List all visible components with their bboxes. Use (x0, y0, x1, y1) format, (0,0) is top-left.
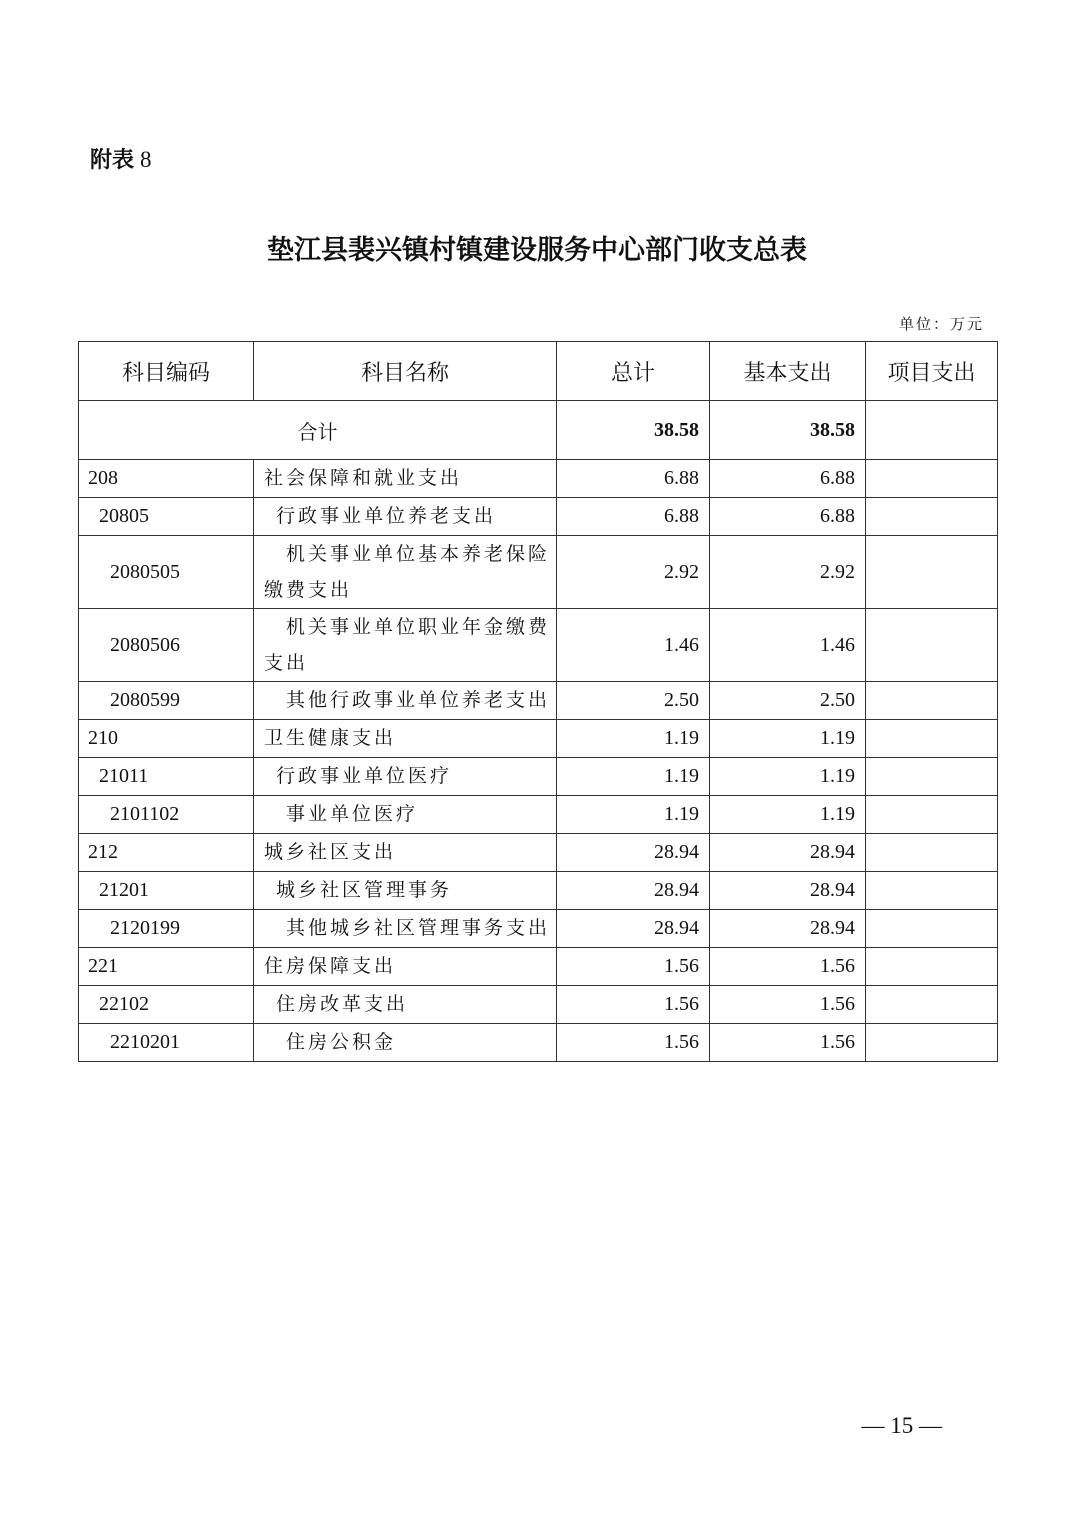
table-row (79, 872, 998, 910)
row-name: 住房公积金 (254, 1024, 557, 1062)
row-project (866, 498, 998, 536)
table-row (79, 536, 998, 609)
row-basic: 28.94 (710, 834, 866, 872)
row-name: 城乡社区支出 (254, 834, 557, 872)
attachment-number: 8 (140, 147, 152, 172)
row-project (866, 872, 998, 910)
row-basic: 28.94 (710, 910, 866, 948)
row-name: 行政事业单位养老支出 (254, 498, 557, 536)
row-basic: 1.46 (710, 609, 866, 682)
table-row (79, 1024, 998, 1062)
row-name: 住房保障支出 (254, 948, 557, 986)
row-code: 221 (79, 948, 254, 986)
page-title: 垫江县裴兴镇村镇建设服务中心部门收支总表 (267, 235, 807, 266)
total-project (866, 401, 998, 460)
row-code: 22102 (79, 986, 254, 1024)
row-project (866, 460, 998, 498)
table-row (79, 682, 998, 720)
row-basic: 1.19 (710, 758, 866, 796)
row-project (866, 609, 998, 682)
row-total: 1.19 (557, 796, 710, 834)
attachment-prefix: 附表 (90, 148, 135, 173)
total-row (79, 401, 998, 460)
row-project (866, 720, 998, 758)
table-row (79, 460, 998, 498)
row-code: 208 (79, 460, 254, 498)
header-total: 总计 (557, 342, 710, 401)
row-project (866, 536, 998, 609)
row-code: 212 (79, 834, 254, 872)
row-code: 2080599 (79, 682, 254, 720)
row-total: 2.50 (557, 682, 710, 720)
table-row (79, 758, 998, 796)
table-row (79, 910, 998, 948)
row-name: 行政事业单位医疗 (254, 758, 557, 796)
row-project (866, 986, 998, 1024)
table-row (79, 796, 998, 834)
row-name: 社会保障和就业支出 (254, 460, 557, 498)
row-project (866, 910, 998, 948)
row-code: 21201 (79, 872, 254, 910)
total-total: 38.58 (557, 401, 710, 460)
row-code: 2210201 (79, 1024, 254, 1062)
row-total: 1.56 (557, 1024, 710, 1062)
header-project: 项目支出 (866, 342, 998, 401)
row-project (866, 682, 998, 720)
row-basic: 2.50 (710, 682, 866, 720)
header-basic: 基本支出 (710, 342, 866, 401)
row-total: 1.46 (557, 609, 710, 682)
row-total: 6.88 (557, 498, 710, 536)
row-total: 2.92 (557, 536, 710, 609)
table-row (79, 720, 998, 758)
row-total: 28.94 (557, 910, 710, 948)
row-code: 21011 (79, 758, 254, 796)
total-label: 合计 (79, 401, 557, 460)
row-total: 1.19 (557, 720, 710, 758)
row-basic: 1.19 (710, 796, 866, 834)
row-total: 6.88 (557, 460, 710, 498)
header-name: 科目名称 (254, 342, 557, 401)
row-basic: 6.88 (710, 460, 866, 498)
table-row (79, 609, 998, 682)
row-basic: 1.56 (710, 1024, 866, 1062)
row-project (866, 948, 998, 986)
total-basic: 38.58 (710, 401, 866, 460)
row-basic: 2.92 (710, 536, 866, 609)
row-code: 2080505 (79, 536, 254, 609)
row-total: 28.94 (557, 834, 710, 872)
row-total: 1.19 (557, 758, 710, 796)
row-project (866, 834, 998, 872)
row-code: 20805 (79, 498, 254, 536)
unit-label: 单位：万元 (898, 315, 984, 333)
budget-table (78, 341, 998, 1062)
row-total: 1.56 (557, 948, 710, 986)
table-row (79, 834, 998, 872)
header-code: 科目编码 (79, 342, 254, 401)
row-project (866, 758, 998, 796)
row-name: 卫生健康支出 (254, 720, 557, 758)
row-name: 其他城乡社区管理事务支出 (254, 910, 557, 948)
table-row (79, 948, 998, 986)
row-name: 机关事业单位职业年金缴费支出 (254, 609, 557, 682)
row-total: 1.56 (557, 986, 710, 1024)
row-code: 2101102 (79, 796, 254, 834)
table-row (79, 498, 998, 536)
row-name: 住房改革支出 (254, 986, 557, 1024)
attachment-label (90, 143, 162, 174)
row-basic: 1.19 (710, 720, 866, 758)
row-code: 2080506 (79, 609, 254, 682)
row-total: 28.94 (557, 872, 710, 910)
row-code: 210 (79, 720, 254, 758)
row-name: 机关事业单位基本养老保险缴费支出 (254, 536, 557, 609)
row-name: 其他行政事业单位养老支出 (254, 682, 557, 720)
row-basic: 1.56 (710, 986, 866, 1024)
row-name: 事业单位医疗 (254, 796, 557, 834)
row-basic: 1.56 (710, 948, 866, 986)
page-number: — 15 — (861, 1413, 942, 1438)
row-code: 2120199 (79, 910, 254, 948)
row-basic: 6.88 (710, 498, 866, 536)
row-basic: 28.94 (710, 872, 866, 910)
row-name: 城乡社区管理事务 (254, 872, 557, 910)
table-header-row (79, 342, 998, 401)
row-project (866, 1024, 998, 1062)
table-row (79, 986, 998, 1024)
row-project (866, 796, 998, 834)
